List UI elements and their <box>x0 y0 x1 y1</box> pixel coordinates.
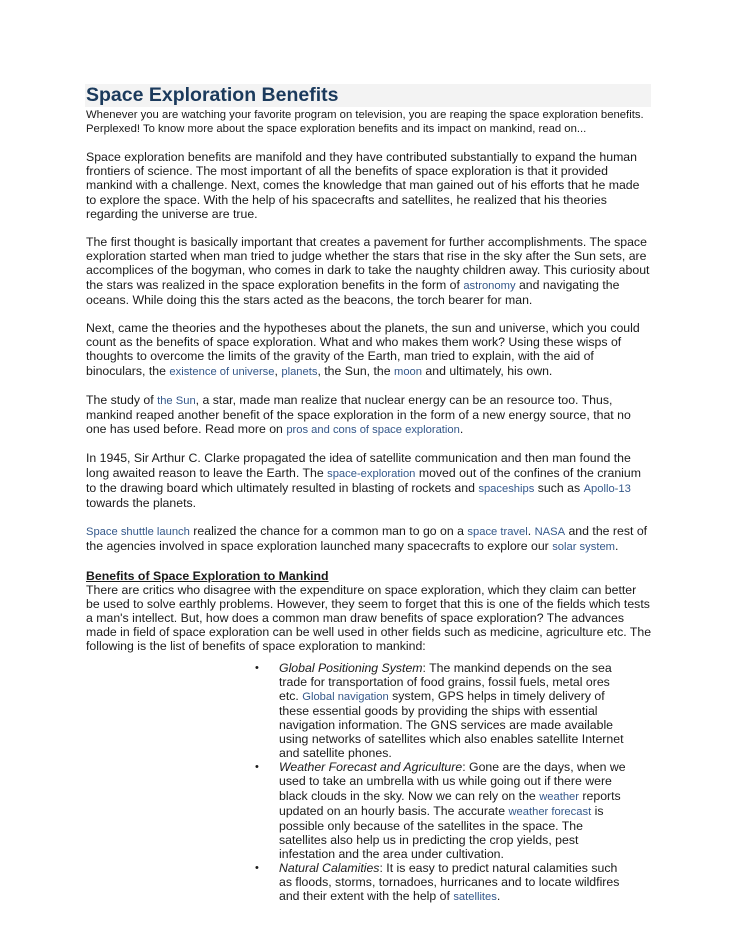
text: Next, came the theories and the hypotheses about the planets, the sun and universe, which you could count as the benefits of space exploration. What and who makes them work? Using these wisps of thoughts to overcome the limits of the gravity of the Earth, man tried to explain, with the aid of binoculars, the <box>86 321 640 378</box>
text: realized the chance for a common man to go on a <box>189 524 468 539</box>
paragraph-7: There are critics who disagree with the expenditure on space exploration, which they claim can better be used to solve earthly problems. However, they seem to forget that this is one of the fields which tests a man's intellect. But, how does a common man draw benefits of space exploration? The advances made in field of space exploration can be well used in other fields such as medicine, agriculture etc. The following is the list of benefits of space exploration to mankind: <box>86 582 652 654</box>
benefit-term: Global Positioning System <box>279 660 423 675</box>
text: : It is easy to predict natural calamities such as floods, storms, tornadoes, hurricanes and to locate wildfires and their extent with the help of <box>279 861 620 904</box>
text: . <box>527 524 535 539</box>
paragraph-5 <box>86 451 652 510</box>
text: . <box>615 539 619 554</box>
list-item <box>251 861 631 904</box>
link-space-shuttle-launch[interactable]: Space shuttle launch <box>86 526 190 539</box>
paragraph-6 <box>86 524 652 554</box>
text: . <box>496 889 501 904</box>
page-title: Space Exploration Benefits <box>86 84 339 106</box>
title-bar <box>85 84 651 107</box>
link-planets[interactable]: planets <box>281 365 318 378</box>
link-astronomy[interactable]: astronomy <box>463 279 516 292</box>
text: moved out of the confines of the cranium to the drawing board which ultimately resulted in blasting of rockets and <box>86 465 641 495</box>
link-the-sun[interactable]: the Sun <box>157 394 196 407</box>
link-nasa[interactable]: NASA <box>534 526 566 539</box>
link-solar-system[interactable]: solar system <box>552 541 615 554</box>
text: In 1945, Sir Arthur C. Clarke propagated the idea of satellite communication and then man found the long awaited reason to leave the Earth. The <box>86 451 631 480</box>
intro-paragraph: Whenever you are watching your favorite program on television, you are reaping the space exploration benefits. Perplexed! To know more about the space exploration benefits and its impact on mankind, read on... <box>86 109 644 135</box>
list-item <box>251 661 631 761</box>
text: . <box>459 422 464 437</box>
paragraph-1: Space exploration benefits are manifold and they have contributed substantially to expand the human frontiers of science. The most important of all the benefits of space exploration is that it provided mankind with a challenge. Next, comes the knowledge that man gained out of his efforts that he made to explore the space. With the help of his spacecrafts and satellites, he realized that his theories regarding the universe are true. <box>86 150 640 221</box>
link-weather[interactable]: weather <box>539 790 579 803</box>
link-spaceships[interactable]: spaceships <box>478 482 535 495</box>
benefit-term: Weather Forecast and Agriculture <box>279 760 463 775</box>
bullet-icon: • <box>255 661 259 674</box>
section-heading: Benefits of Space Exploration to Mankind <box>86 568 329 583</box>
link-satellites[interactable]: satellites <box>453 891 497 904</box>
link-apollo-13[interactable]: Apollo-13 <box>583 482 631 495</box>
list-item <box>251 760 631 861</box>
text: The first thought is basically important that creates a pavement for further accomplishments. The space exploration started when man tried to judge whether the stars that rise in the sky after the Sun sets, are accomplices of the bogyman, who comes in dark to take the naughty children away. This curiosity about the stars was realized in the space exploration benefits in the form of <box>86 235 650 292</box>
benefit-term: Natural Calamities <box>279 861 380 875</box>
text: and ultimately, his own. <box>422 363 553 378</box>
text: is possible only because of the satellites in the space. The satellites also help us in predicting the crop yields, pest infestation and the area under cultivation. <box>279 803 604 861</box>
link-existence-of-universe[interactable]: existence of universe <box>169 365 275 378</box>
text: reports updated on an hourly basis. The accurate <box>279 788 621 818</box>
link-global-navigation[interactable]: Global navigation <box>302 690 389 703</box>
text: such as <box>534 480 584 495</box>
bullet-icon: • <box>255 761 259 774</box>
text: : The mankind depends on the sea trade for transportation of food grains, fossil fuels, metal ores etc. <box>279 660 612 703</box>
link-space-exploration[interactable]: space-exploration <box>327 467 416 480</box>
text: and navigating the oceans. While doing this the stars acted as the beacons, the torch bearer for man. <box>86 277 620 307</box>
text: , a star, made man realize that nuclear energy can be an resource too. Thus, mankind reaped another benefit of the space exploration in the form of a new energy source, that no one has used before. Read more on <box>86 392 631 437</box>
text: The study of <box>86 392 158 407</box>
text: and the rest of the agencies involved in space exploration launched many spacecrafts to explore our <box>86 524 648 554</box>
paragraph-4 <box>86 393 652 438</box>
text: : Gone are the days, when we used to take an umbrella with us while going out if there were black clouds in the sky. Now we can rely on the <box>279 760 626 803</box>
benefits-list <box>251 661 631 905</box>
bullet-icon: • <box>255 862 259 874</box>
text: towards the planets. <box>86 496 197 511</box>
text: system, GPS helps in timely delivery of these essential goods by providing the ships with essential navigation information. The GNS services are made available using networks of satellites which also enables satellite Internet and satellite phones. <box>279 688 624 761</box>
text: , the Sun, the <box>317 363 395 378</box>
link-pros-and-cons[interactable]: pros and cons of space exploration <box>286 424 460 437</box>
link-moon[interactable]: moon <box>394 365 423 378</box>
document-page <box>86 84 652 904</box>
paragraph-3 <box>86 321 652 379</box>
paragraph-2 <box>86 235 652 307</box>
link-weather-forecast[interactable]: weather forecast <box>508 805 592 818</box>
text: , <box>274 363 282 378</box>
link-space-travel[interactable]: space travel <box>467 526 528 539</box>
